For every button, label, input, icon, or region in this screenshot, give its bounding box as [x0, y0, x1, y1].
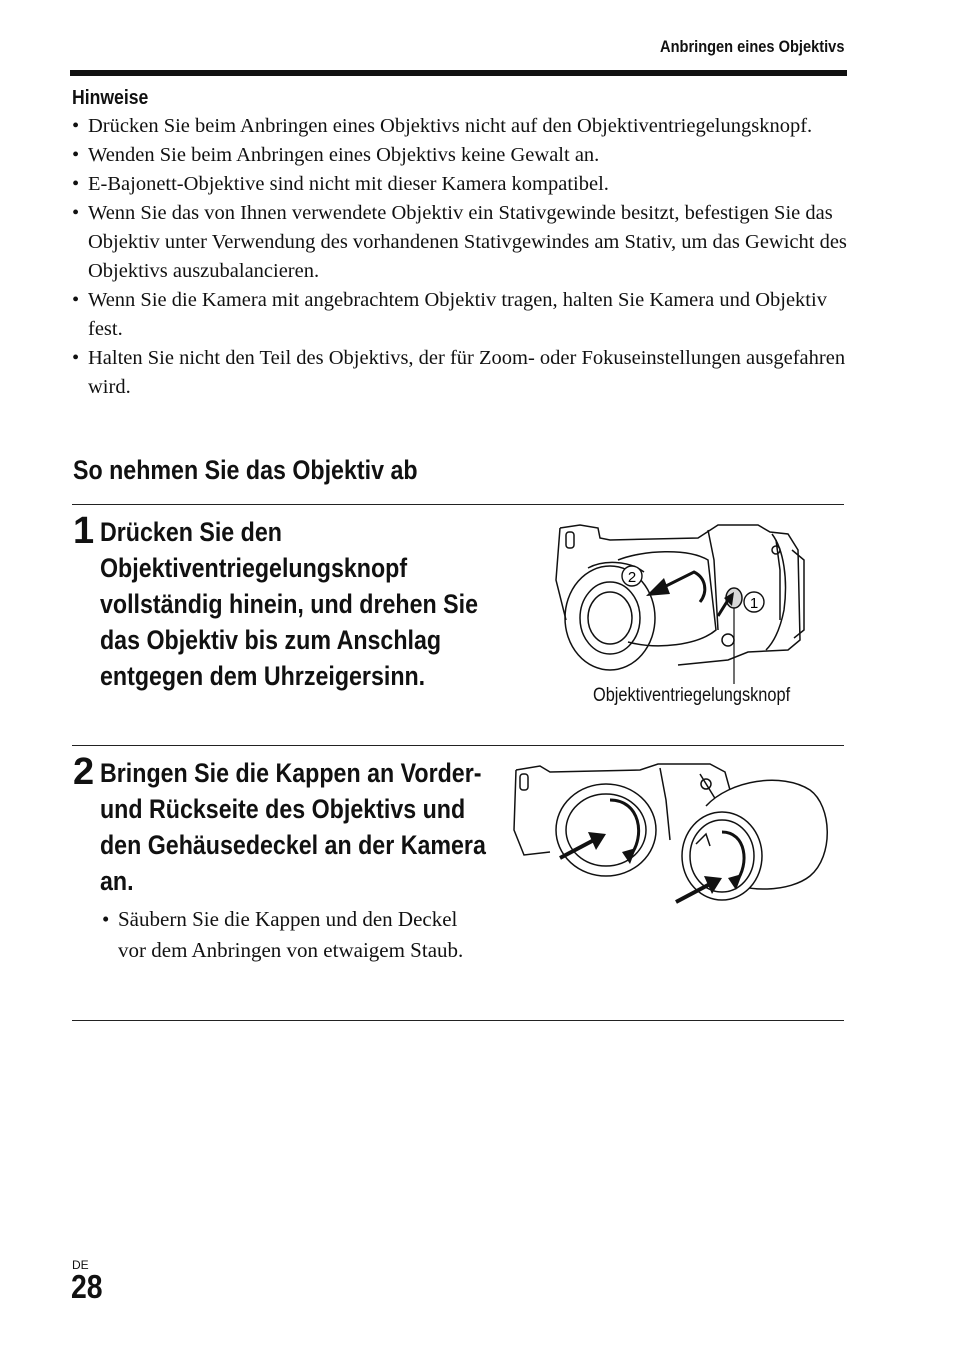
note-item: • Wenden Sie beim Anbringen eines Objektivs keine Gewalt an. — [72, 141, 852, 170]
section-title: So nehmen Sie das Objektiv ab — [73, 455, 418, 485]
step-divider — [72, 745, 844, 746]
note-item: • Drücken Sie beim Anbringen eines Objektivs nicht auf den Objektiventriegelungsknopf. — [72, 112, 852, 141]
header-rule — [70, 70, 847, 76]
note-item: • Wenn Sie die Kamera mit angebrachtem Objektiv tragen, halten Sie Kamera und Objektiv fest. — [72, 286, 852, 344]
note-item: • E-Bajonett-Objektive sind nicht mit dieser Kamera kompatibel. — [72, 170, 852, 199]
section-rule — [72, 504, 844, 505]
callout-1-label: 1 — [749, 595, 759, 612]
running-header: Anbringen eines Objektivs — [659, 37, 844, 56]
step-1-text: Drücken Sie den Objektiventriegelungsknopf vollständig hinein, und drehen Sie das Objektiv bis zum Anschlag entgegen dem Uhrzeigersinn. — [100, 517, 479, 691]
notes-list — [72, 112, 852, 402]
step-2-bullet: • Säubern Sie die Kappen und den Deckel vor dem Anbringen von etwaigem Staub. — [102, 904, 478, 966]
page-number: 28 — [71, 1268, 103, 1305]
note-item: • Halten Sie nicht den Teil des Objektivs, der für Zoom- oder Fokuseinstellungen ausgefahren wird. — [72, 344, 852, 402]
language-label: DE — [72, 1258, 89, 1272]
step-2-number: 2 — [73, 751, 95, 793]
step-1-number: 1 — [73, 510, 95, 552]
section-end-rule — [72, 1020, 844, 1021]
note-item: • Wenn Sie das von Ihnen verwendete Objektiv ein Stativgewinde besitzt, befestigen Sie das Objektiv unter Verwendung des vorhandenen Stativgewindes am Stativ, um das Gewicht des Objektivs auszubalancieren. — [72, 199, 852, 286]
caps-attachment-illustration — [510, 760, 840, 910]
notes-title: Hinweise — [72, 87, 149, 109]
lens-removal-illustration — [548, 520, 848, 690]
release-button-caption: Objektiventriegelungsknopf — [593, 685, 791, 706]
step-2-text: Bringen Sie die Kappen an Vorder- und Rückseite des Objektivs und den Gehäusedeckel an der Kamera an. — [100, 758, 486, 896]
callout-2-label: 2 — [627, 569, 637, 586]
